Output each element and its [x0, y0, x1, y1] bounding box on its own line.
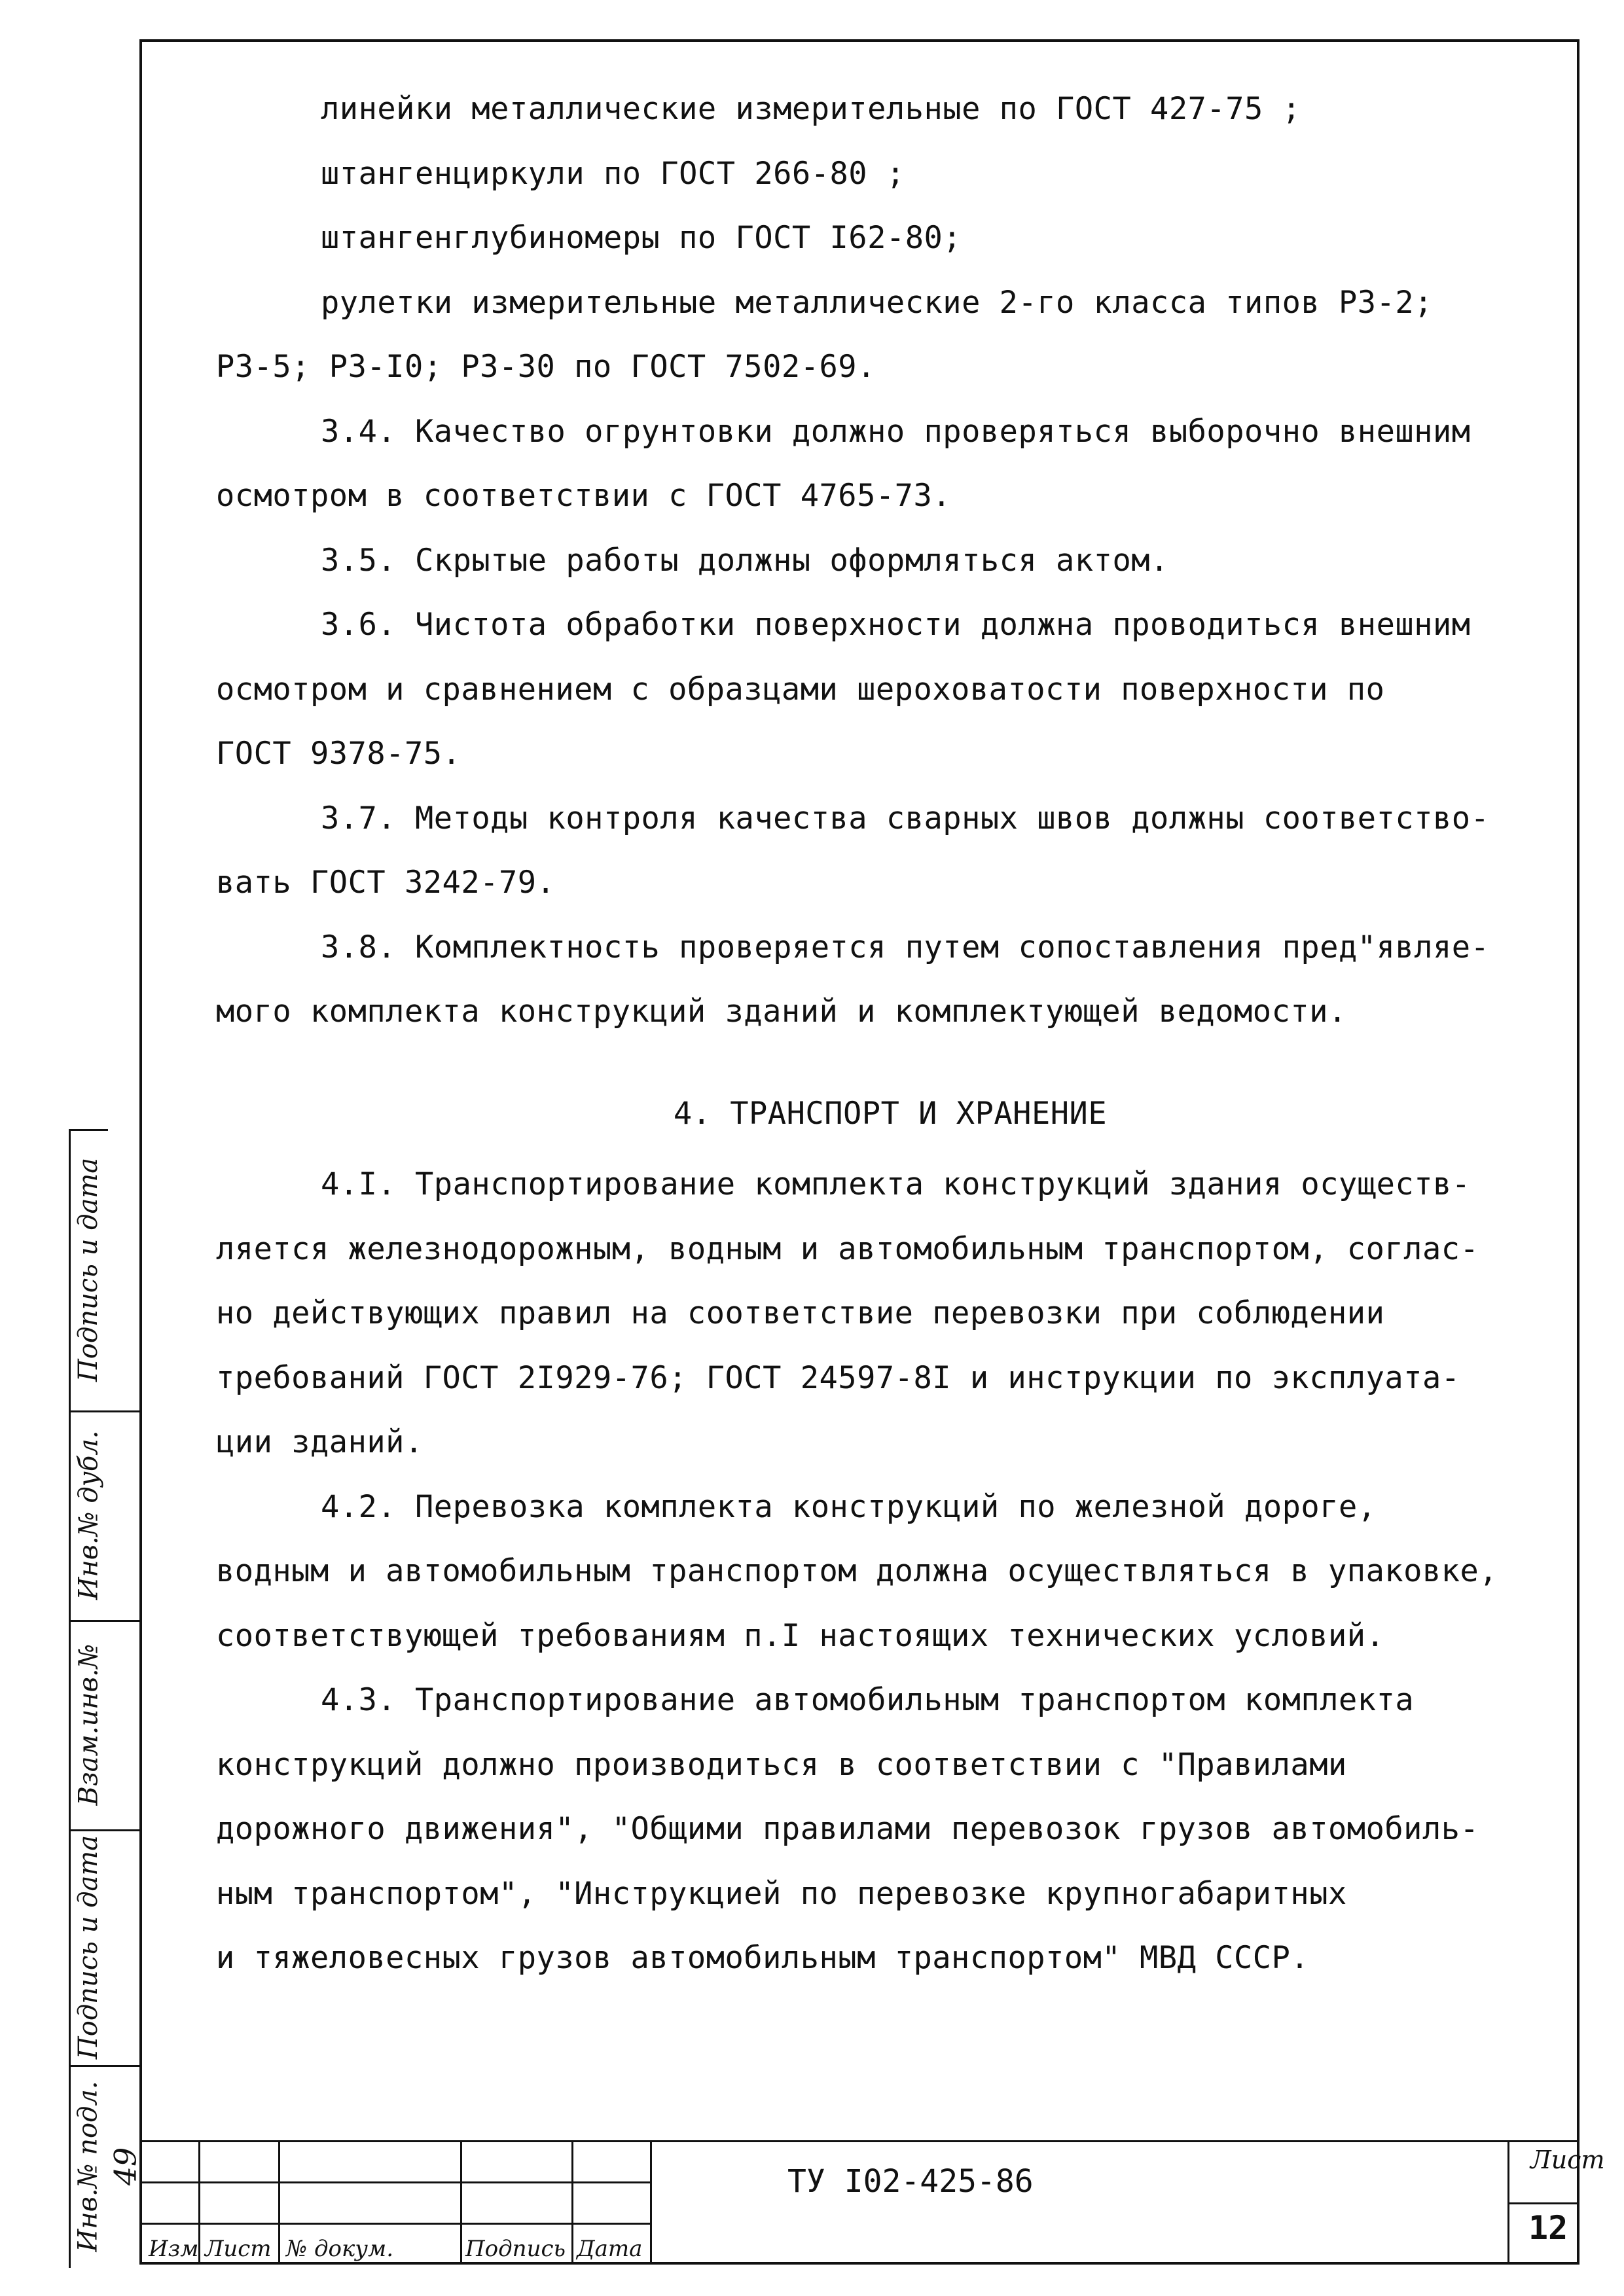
text-line: 3.4. Качество огрунтовки должно проверяться выборочно внешним: [321, 413, 1471, 450]
sheet-label: Лист: [1530, 2145, 1605, 2174]
text-line: ции зданий.: [216, 1424, 424, 1460]
tb-col-rule: [571, 2140, 573, 2265]
title-block: [139, 2140, 1605, 2265]
tb-header-sheet: Лист: [205, 2236, 272, 2262]
text-line: 3.7. Методы контроля качества сварных швов должны соответство-: [321, 800, 1490, 836]
text-line: 3.8. Комплектность проверяется путем сопоставления пред"являе-: [321, 929, 1490, 965]
strip-label: Взам.инв.№: [73, 1643, 103, 1806]
text-line: ляется железнодорожным, водным и автомобильным транспортом, соглас-: [216, 1230, 1479, 1267]
text-line: рулетки измерительные металлические 2-го класса типов Р3-2;: [321, 284, 1433, 321]
tb-header-signature: Подпись: [465, 2236, 566, 2262]
text-line: осмотром в соответствии с ГОСТ 4765-73.: [216, 478, 952, 514]
text-line: вать ГОСТ 3242-79.: [216, 865, 556, 901]
text-line: 3.6. Чистота обработки поверхности должна проводиться внешним: [321, 607, 1471, 643]
strip-label: Подпись и дата: [73, 1157, 103, 1382]
text-line: штангенциркули по ГОСТ 266-80 ;: [321, 155, 905, 192]
tb-header-date: Дата: [577, 2236, 643, 2262]
tb-col-rule: [198, 2140, 200, 2265]
text-line: дорожного движения", "Общими правилами перевозок грузов автомобиль-: [216, 1811, 1479, 1847]
text-line: осмотром и сравнением с образцами шероховатости поверхности по: [216, 671, 1385, 708]
text-line: 4.3. Транспортирование автомобильным транспортом комплекта: [321, 1682, 1415, 1718]
text-line: 3.5. Скрытые работы должны оформляться актом.: [321, 542, 1169, 579]
tb-sheet-rule: [1507, 2202, 1579, 2204]
strip-label: Инв.№ дубл.: [73, 1430, 104, 1600]
tb-top-rule: [139, 2140, 1579, 2142]
tb-col-rule: [650, 2140, 652, 2265]
text-line: водным и автомобильным транспортом должна осуществляться в упаковке,: [216, 1553, 1498, 1589]
strip-cell-dup-inv: [70, 1410, 107, 1620]
document-body: [216, 77, 1564, 1991]
binding-strip: [69, 1129, 142, 2268]
inventory-number: 49: [107, 2147, 143, 2186]
tb-header-doc: № докум.: [286, 2236, 394, 2262]
text-line: штангенглубиномеры по ГОСТ I62-80;: [321, 220, 962, 256]
strip-cell-signature-date: [70, 1129, 107, 1410]
text-line: 4.2. Перевозка комплекта конструкций по железной дороге,: [321, 1488, 1377, 1525]
tb-row-rule: [139, 2181, 650, 2183]
section-heading: 4. ТРАНСПОРТ И ХРАНЕНИЕ: [673, 1095, 1108, 1132]
text-line: мого комплекта конструкций зданий и комплектующей ведомости.: [216, 994, 1347, 1030]
strip-cell-signature-date-2: [70, 1829, 107, 2065]
text-line: линейки металлические измерительные по ГОСТ 427-75 ;: [321, 91, 1301, 127]
strip-cell-replace-inv: [70, 1620, 107, 1829]
strip-label: Инв.№ подл.: [73, 2081, 104, 2252]
text-line: конструкций должно производиться в соответствии с "Правилами: [216, 1746, 1347, 1783]
text-line: требований ГОСТ 2I929-76; ГОСТ 24597-8I и инструкции по эксплуата-: [216, 1359, 1460, 1396]
tb-col-rule: [1507, 2140, 1509, 2265]
strip-label: Подпись и дата: [73, 1835, 103, 2060]
text-line: ным транспортом", "Инструкцией по перевозке крупногабаритных: [216, 1875, 1347, 1912]
strip-cell-orig-inv: [70, 2065, 107, 2268]
text-line: но действующих правил на соответствие перевозки при соблюдении: [216, 1295, 1385, 1331]
text-line: соответствующей требованиям п.I настоящих технических условий.: [216, 1617, 1385, 1654]
sheet-number: 12: [1528, 2209, 1568, 2247]
tb-col-rule: [278, 2140, 280, 2265]
text-line: 4.I. Транспортирование комплекта конструкций здания осуществ-: [321, 1166, 1471, 1202]
tb-row-rule: [139, 2223, 650, 2225]
text-line: и тяжеловесных грузов автомобильным транспортом" МВД СССР.: [216, 1940, 1310, 1976]
text-line: Р3-5; Р3-I0; Р3-30 по ГОСТ 7502-69.: [216, 349, 876, 385]
document-code: ТУ I02-425-86: [787, 2163, 1034, 2200]
tb-header-change: Изм: [149, 2236, 199, 2262]
text-line: ГОСТ 9378-75.: [216, 736, 461, 772]
inventory-number-cell: [109, 2065, 141, 2268]
tb-col-rule: [460, 2140, 462, 2265]
